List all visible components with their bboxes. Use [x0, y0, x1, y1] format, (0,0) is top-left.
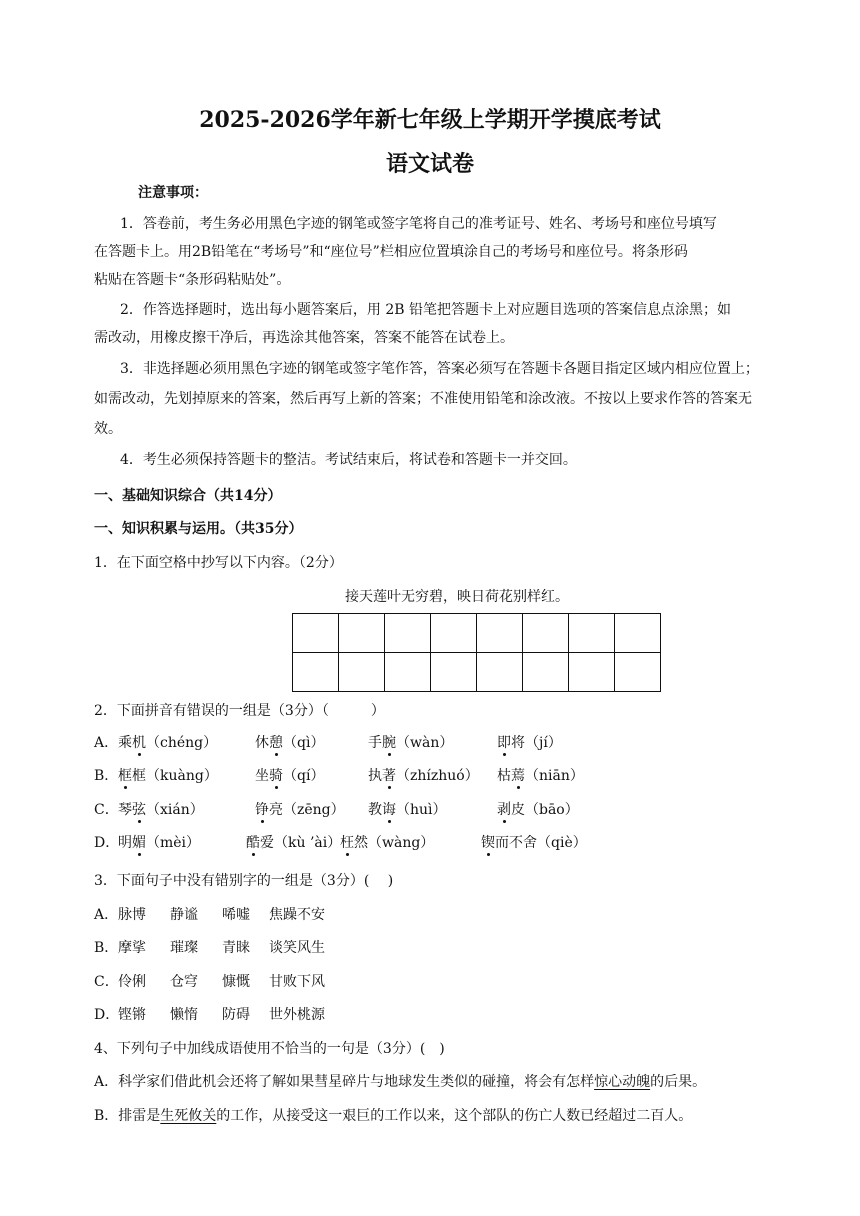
notice-heading: 注意事项： [138, 185, 208, 201]
notice-line: 3．非选择题必须用黑色字迹的钢笔或签字笔作答，答案必须写在答题卡各题目指定区域内相应位置上； [120, 361, 759, 377]
pinyin-item [246, 833, 341, 853]
question-1-poem: 接天莲叶无穷碧，映日荷花别样红。 [345, 589, 569, 605]
item-text: 坐 [255, 768, 269, 784]
grid-cell[interactable] [569, 653, 615, 692]
underlined-idiom: 惊心动魄 [594, 1074, 651, 1090]
notice-line: 如需改动，先划掉原来的答案，然后再写上新的答案；不准使用铅笔和涂改液。不按以上要求作答的答案无 [94, 391, 752, 407]
item-text: 琴 [118, 802, 132, 818]
pinyin-item [118, 800, 204, 820]
grid-cell[interactable] [385, 653, 431, 692]
pinyin-item [340, 833, 434, 853]
dotted-char: 著 [382, 768, 396, 784]
item-text: 框（kuàng） [132, 768, 218, 784]
grid-cell[interactable] [569, 614, 615, 653]
dotted-char: 媚 [132, 835, 146, 851]
option-text: 的后果。 [650, 1074, 707, 1090]
pinyin-item [118, 733, 217, 753]
dotted-char: 机 [132, 735, 146, 751]
notice-line: 在答题卡上。用2B铅笔在“考场号”和“座位号”栏相应位置填涂自己的考场号和座位号。将条形码 [94, 244, 688, 260]
word-item: 璀璨 [170, 940, 198, 956]
word-item: 世外桃源 [269, 1007, 325, 1023]
pinyin-item [497, 800, 579, 820]
grid-cell[interactable] [339, 614, 385, 653]
item-text: （huì） [396, 802, 447, 818]
item-text: 皮（bāo） [511, 802, 579, 818]
item-text: 教 [368, 802, 382, 818]
word-item: 甘败下风 [269, 974, 325, 990]
section-heading: 一、基础知识综合（共14分） [94, 488, 282, 504]
dotted-char: 铮 [255, 802, 269, 818]
item-text: 爱（kù ’ài） [260, 835, 342, 851]
item-text: （zhízhuó） [396, 768, 479, 784]
grid-cell[interactable] [293, 614, 339, 653]
item-text: （niān） [525, 768, 584, 784]
option-letter: C． [94, 802, 119, 818]
word-item: 摩挲 [118, 940, 146, 956]
item-text: 明 [118, 835, 132, 851]
option-text: 的工作，从接受这一艰巨的工作以来，这个部队的伤亡人数已经超过二百人。 [216, 1108, 693, 1124]
dotted-char: 锲 [481, 835, 495, 851]
dotted-char: 框 [118, 768, 132, 784]
grid-cell[interactable] [431, 614, 477, 653]
dotted-char: 腕 [382, 735, 396, 751]
question-4-option-a [94, 1072, 706, 1092]
dotted-char: 酷 [246, 835, 260, 851]
question-4-stem: 4、下列句子中加线成语使用不恰当的一句是（3分）( ) [94, 1041, 445, 1057]
word-item: 谈笑风生 [269, 940, 325, 956]
item-text: 执 [368, 768, 382, 784]
grid-cell[interactable] [477, 614, 523, 653]
item-text: （xián） [146, 802, 204, 818]
pinyin-item [255, 766, 324, 786]
exam-subtitle: 语文试卷 [385, 151, 474, 177]
notice-line: 2．作答选择题时，选出每小题答案后，用 2B 铅笔把答题卡上对应题目选项的答案信息点涂黑；如 [120, 302, 732, 318]
item-text: 休 [255, 735, 269, 751]
pinyin-item [368, 800, 447, 820]
grid-cell[interactable] [477, 653, 523, 692]
item-text: （wàn） [396, 735, 454, 751]
dotted-char: 骑 [269, 768, 283, 784]
pinyin-item [255, 733, 324, 753]
pinyin-item [118, 766, 218, 786]
option-letter: B． [94, 768, 119, 784]
option-text: B．排雷是 [94, 1108, 161, 1124]
grid-cell[interactable] [431, 653, 477, 692]
item-text: （qí） [283, 768, 325, 784]
option-letter: D． [94, 835, 120, 851]
grid-cell[interactable] [523, 614, 569, 653]
question-3-stem: 3．下面句子中没有错别字的一组是（3分）( ) [94, 873, 394, 889]
section-heading: 一、知识积累与运用。（共35分） [94, 521, 303, 537]
dotted-char: 剥 [497, 802, 511, 818]
word-item: 防碍 [222, 1007, 250, 1023]
dotted-char: 诲 [382, 802, 396, 818]
option-letter: C． [94, 974, 119, 990]
dotted-char: 憩 [269, 735, 283, 751]
pinyin-item [481, 833, 587, 853]
option-letter: A． [94, 907, 119, 923]
notice-line: 4．考生必须保持答题卡的整洁。考试结束后，将试卷和答题卡一并交回。 [120, 452, 577, 468]
question-2-stem: 2．下面拼音有错误的一组是（3分）（ ） [94, 703, 385, 719]
dotted-char: 蔫 [511, 768, 525, 784]
copy-grid [292, 613, 661, 692]
item-text: 枯 [497, 768, 511, 784]
grid-cell[interactable] [293, 653, 339, 692]
option-text: A．科学家们借此机会还将了解如果彗星碎片与地球发生类似的碰撞，将会有怎样 [94, 1074, 595, 1090]
grid-cell[interactable] [523, 653, 569, 692]
item-text: 将（jí） [511, 735, 562, 751]
item-text: （chéng） [146, 735, 218, 751]
grid-cell[interactable] [385, 614, 431, 653]
item-text: 然（wàng） [354, 835, 435, 851]
notice-line: 效。 [94, 421, 122, 437]
dotted-char: 弦 [132, 802, 146, 818]
word-item: 铿锵 [118, 1007, 146, 1023]
option-letter: B． [94, 940, 119, 956]
word-item: 仓穹 [170, 974, 198, 990]
word-item: 脉博 [118, 907, 146, 923]
word-item: 青睐 [222, 940, 250, 956]
pinyin-item [368, 733, 453, 753]
option-letter: D． [94, 1007, 120, 1023]
pinyin-item [118, 833, 200, 853]
dotted-char: 即 [497, 735, 511, 751]
word-item: 静谧 [170, 907, 198, 923]
word-item: 懒惰 [170, 1007, 198, 1023]
question-1-stem: 1．在下面空格中抄写以下内容。（2分） [94, 555, 343, 571]
grid-cell[interactable] [339, 653, 385, 692]
underlined-idiom: 生死攸关 [160, 1108, 217, 1124]
grid-cell[interactable] [615, 653, 661, 692]
notice-line: 1．答卷前，考生务必用黑色字迹的钢笔或签字笔将自己的准考证号、姓名、考场号和座位号填写 [120, 216, 717, 232]
notice-line: 粘贴在答题卡“条形码粘贴处”。 [94, 272, 291, 288]
pinyin-item [368, 766, 479, 786]
item-text: 亮（zēng） [269, 802, 345, 818]
word-item: 慷慨 [222, 974, 250, 990]
pinyin-item [497, 766, 584, 786]
pinyin-item [255, 800, 345, 820]
word-item: 唏嘘 [222, 907, 250, 923]
item-text: 而不舍（qiè） [495, 835, 587, 851]
exam-title: 2025-2026学年新七年级上学期开学摸底考试 [199, 107, 661, 133]
grid-cell[interactable] [615, 614, 661, 653]
word-item: 焦躁不安 [269, 907, 325, 923]
question-4-option-b [94, 1106, 692, 1126]
option-letter: A． [94, 735, 119, 751]
item-text: 乘 [118, 735, 132, 751]
item-text: 手 [368, 735, 382, 751]
dotted-char: 枉 [340, 835, 354, 851]
item-text: （qì） [283, 735, 325, 751]
word-item: 伶俐 [118, 974, 146, 990]
item-text: （mèi） [146, 835, 201, 851]
pinyin-item [497, 733, 562, 753]
notice-line: 需改动，用橡皮擦干净后，再选涂其他答案，答案不能答在试卷上。 [94, 330, 514, 346]
